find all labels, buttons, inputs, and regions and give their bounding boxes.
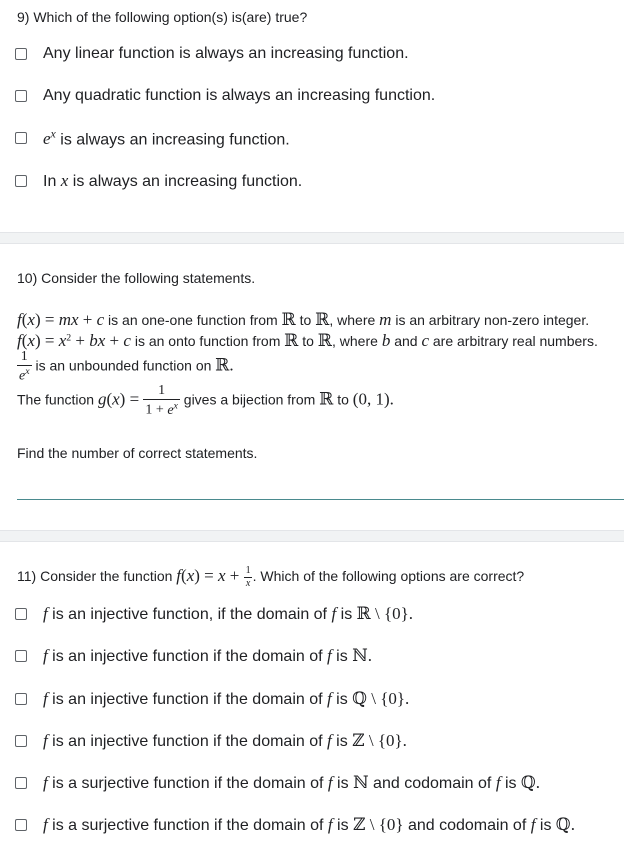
option-label: $e^x$ is always an increasing function.	[43, 126, 290, 149]
option-label: Any linear function is always an increasing function.	[43, 45, 409, 62]
q11-option-2[interactable]	[15, 645, 372, 667]
checkbox[interactable]	[15, 132, 27, 144]
q11-option-6[interactable]	[15, 814, 575, 836]
q11-option-3[interactable]	[15, 688, 409, 710]
checkbox[interactable]	[15, 608, 27, 620]
answer-input[interactable]	[17, 499, 624, 500]
option-label: f is an injective function if the domain of f is ℤ \ {0}.	[43, 731, 407, 750]
find-instruction: Find the number of correct statements.	[17, 445, 258, 461]
q11-option-4[interactable]	[15, 730, 407, 752]
q9-option-2[interactable]	[15, 85, 435, 107]
question-10-title: 10) Consider the following statements.	[17, 270, 256, 286]
statement-1: f(x) = mx + c is an one-one function from ℝ to ℝ, where m is an arbitrary non-zero integer.	[17, 310, 590, 329]
section-divider	[0, 232, 624, 244]
checkbox[interactable]	[15, 693, 27, 705]
option-label: f is a surjective function if the domain of f is ℕ and codomain of f is ℚ.	[43, 773, 541, 792]
question-11-title: 11) Consider the function f(x) = x + $\frac{1}{x}$ . Which of the following options are correct?	[17, 565, 525, 589]
statement-4: The function g(x) = $\frac{1}{1 + e^x}$ gives a bijection from ℝ to (0, 1).	[17, 383, 394, 418]
checkbox[interactable]	[15, 48, 27, 60]
statement-2: $f(x) = x^2$ + bx + c is an onto function from ℝ to ℝ, where b and c are arbitrary real numbers.	[17, 331, 598, 350]
checkbox[interactable]	[15, 777, 27, 789]
checkbox[interactable]	[15, 735, 27, 747]
statement-3: $\frac{1}{e^x}$ is an unbounded function on ℝ.	[19, 349, 234, 384]
checkbox[interactable]	[15, 650, 27, 662]
q9-option-4[interactable]	[15, 170, 302, 192]
option-label: f is a surjective function if the domain of f is ℤ \ {0} and codomain of f is ℚ.	[43, 815, 575, 834]
q9-option-3[interactable]	[15, 127, 290, 149]
question-9-title: 9) Which of the following option(s) is(are) true?	[17, 9, 308, 25]
q9-option-1[interactable]	[15, 43, 409, 65]
checkbox[interactable]	[15, 819, 27, 831]
option-label: Any quadratic function is always an increasing function.	[43, 87, 436, 104]
option-label: f is an injective function, if the domain of f is ℝ \ {0}.	[43, 604, 414, 623]
checkbox[interactable]	[15, 90, 27, 102]
checkbox[interactable]	[15, 175, 27, 187]
option-label: f is an injective function if the domain of f is ℚ \ {0}.	[43, 689, 410, 708]
option-label: f is an injective function if the domain of f is ℕ.	[43, 646, 372, 665]
section-divider	[0, 530, 624, 542]
option-label: In x is always an increasing function.	[43, 171, 303, 190]
q11-option-1[interactable]	[15, 603, 413, 625]
q11-option-5[interactable]	[15, 772, 540, 794]
